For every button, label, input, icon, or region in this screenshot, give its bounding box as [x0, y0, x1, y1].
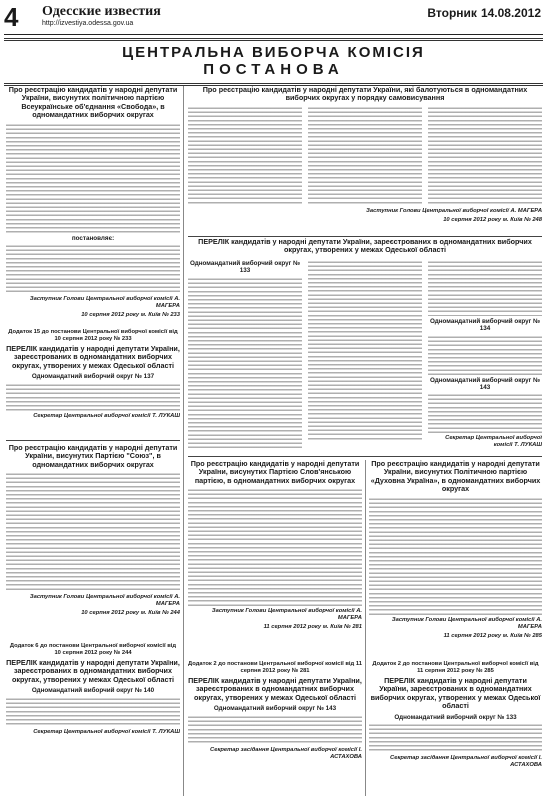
column-divider: [183, 86, 184, 796]
signature: Заступник Голови Центральної виборчої комісії А. МАГЕРА: [29, 594, 180, 608]
divider: [6, 440, 180, 441]
candidate-column: [428, 258, 542, 448]
list-heading: ПЕРЕЛІК кандидатів у народні депутати України, зареєстрованих в одномандатних виборчих округах, утворених у межах Одеської області: [6, 658, 180, 684]
district-label: Одномандатний виборчий округ № 133: [394, 713, 517, 721]
annex-soyuz: [6, 640, 180, 796]
signature: Заступник Голови Центральної виборчої комісії А. МАГЕРА: [211, 608, 362, 622]
candidate-entries: [428, 393, 542, 433]
signature: Секретар засідання Центральної виборчої комісії І. АСТАХОВА: [210, 746, 362, 760]
paper-name: Одесские известия: [42, 4, 161, 19]
article-heading: Про реєстрацію кандидатів у народні депутати України, які балотуються в одномандатних виборчих округах у порядку самовисування: [202, 86, 528, 103]
candidate-entries: [428, 260, 542, 316]
article-body: [6, 472, 180, 592]
candidate-column: [308, 258, 422, 448]
candidate-entry: [369, 723, 542, 753]
weekday: Вторник: [427, 6, 477, 20]
article-svoboda: [6, 86, 180, 322]
decision-label: постановляє:: [71, 234, 115, 242]
signature: Заступник Голови Центральної виборчої комісії А. МАГЕРА: [29, 296, 180, 310]
signature: Секретар засідання Центральної виборчої комісії І. АСТАХОВА: [390, 755, 542, 769]
article-heading: Про реєстрацію кандидатів у народні депутати України, висунутих політичною партією Всеукраїнське об'єднання «Свобода», в одномандатних виборчих округах: [8, 86, 178, 120]
list-heading: ПЕРЕЛІК кандидатів у народні депутати України, зареєстрованих в одномандатних виборчих округах, утворених у межах Одеської області: [370, 676, 541, 711]
date: 14.08.2012: [480, 6, 541, 20]
signature-date: 11 серпня 2012 року м. Київ № 281: [263, 624, 362, 631]
article-heading: Про реєстрацію кандидатів у народні депутати України, висунутих Партією Слов'янською партією, в одномандатних виборчих округах: [190, 460, 360, 485]
page-number: 4: [4, 2, 19, 32]
article-soyuz: [6, 444, 180, 638]
article-columns: [188, 106, 542, 206]
candidate-column: [188, 258, 302, 448]
divider: [188, 236, 542, 237]
article-heading: Про реєстрацію кандидатів у народні депутати України, висунутих Політичною партією «Духовна Україна», в одномандатних виборчих округах: [370, 460, 541, 494]
signature-date: 10 серпня 2012 року м. Київ № 233: [81, 312, 180, 319]
district-label: Одномандатний виборчий округ № 140: [31, 687, 155, 695]
signature: Секретар Центральної виборчої комісії Т. ЛУКАШ: [33, 728, 180, 735]
signature-date: 10 серпня 2012 року м. Київ № 248: [443, 216, 542, 223]
annex-note: Додаток 2 до постанови Центральної виборчої комісії від 11 серпня 2012 року № 281: [188, 661, 362, 674]
article-body: [6, 244, 180, 294]
signature-date: 11 серпня 2012 року м. Київ № 285: [443, 632, 542, 639]
candidate-columns: [188, 258, 542, 448]
article-body: [428, 106, 542, 206]
district-label: Одномандатний виборчий округ № 143: [429, 376, 541, 392]
article-body: [369, 497, 542, 615]
signature: Секретар Центральної виборчої комісії Т. ЛУКАШ: [445, 435, 542, 449]
list-heading: ПЕРЕЛІК кандидатів у народні депутати України, зареєстрованих в одномандатних виборчих округах, утворених у межах Одеської області: [6, 344, 180, 370]
district-label: Одномандатний виборчий округ № 134: [429, 317, 541, 333]
candidate-entries: [308, 260, 422, 442]
district-label: Одномандатний виборчий округ № 137: [31, 373, 155, 381]
annex-slavic-party: [188, 658, 362, 796]
annex-dukhovna-ukraina: [369, 658, 542, 796]
candidate-entries: [428, 335, 542, 375]
article-body: [6, 123, 180, 233]
candidate-entry: [6, 697, 180, 727]
title-line-2: ПОСТАНОВА: [203, 61, 344, 78]
article-body: [188, 106, 302, 206]
candidate-entries: [188, 277, 302, 449]
section-title: [4, 38, 543, 86]
article-body: [308, 106, 422, 206]
annex-svoboda: [6, 326, 180, 436]
signature: Заступник Голови Центральної виборчої комісії А. МАГЕРА: [391, 616, 542, 630]
candidate-entry: [6, 383, 180, 411]
annex-self-nomination: [188, 238, 542, 454]
column-divider: [365, 460, 366, 796]
signature-date: 10 серпня 2012 року м. Київ № 244: [81, 610, 180, 617]
list-heading: ПЕРЕЛІК кандидатів у народні депутати України, зареєстрованих в одномандатних виборчих округах, утворених у межах Одеської області: [188, 676, 362, 702]
district-label: Одномандатний виборчий округ № 143: [213, 705, 337, 713]
issue-date: [427, 6, 541, 20]
article-self-nomination: [188, 86, 542, 234]
list-heading: ПЕРЕЛІК кандидатів у народні депутати України, зареєстрованих в одномандатних виборчих округах, утворених у межах Одеської області: [198, 238, 532, 255]
article-dukhovna-ukraina: [369, 460, 542, 656]
annex-note: Додаток 2 до постанови Центральної виборчої комісії від 11 серпня 2012 року № 285: [372, 661, 539, 674]
annex-note: Додаток 15 до постанови Центральної виборчої комісії від 10 серпня 2012 року № 233: [8, 329, 178, 342]
annex-note: Додаток 6 до постанови Центральної виборчої комісії від 10 серпня 2012 року № 244: [9, 643, 177, 656]
signature: Секретар Центральної виборчої комісії Т. ЛУКАШ: [33, 412, 180, 419]
divider: [188, 456, 542, 457]
article-heading: Про реєстрацію кандидатів у народні депутати України, висунутих Партією "Союз", в одномандатних виборчих округах: [8, 444, 178, 469]
page-header: [4, 0, 543, 35]
signature: Заступник Голови Центральної виборчої комісії А. МАГЕРА: [366, 207, 542, 214]
article-slavic-party: [188, 460, 362, 656]
article-body: [188, 488, 362, 606]
district-label: Одномандатний виборчий округ № 133: [189, 259, 301, 275]
paper-url[interactable]: http://izvestiya.odessa.gov.ua: [42, 20, 134, 27]
candidate-entry: [188, 715, 362, 745]
title-line-1: ЦЕНТРАЛЬНА ВИБОРЧА КОМІСІЯ: [122, 44, 425, 61]
